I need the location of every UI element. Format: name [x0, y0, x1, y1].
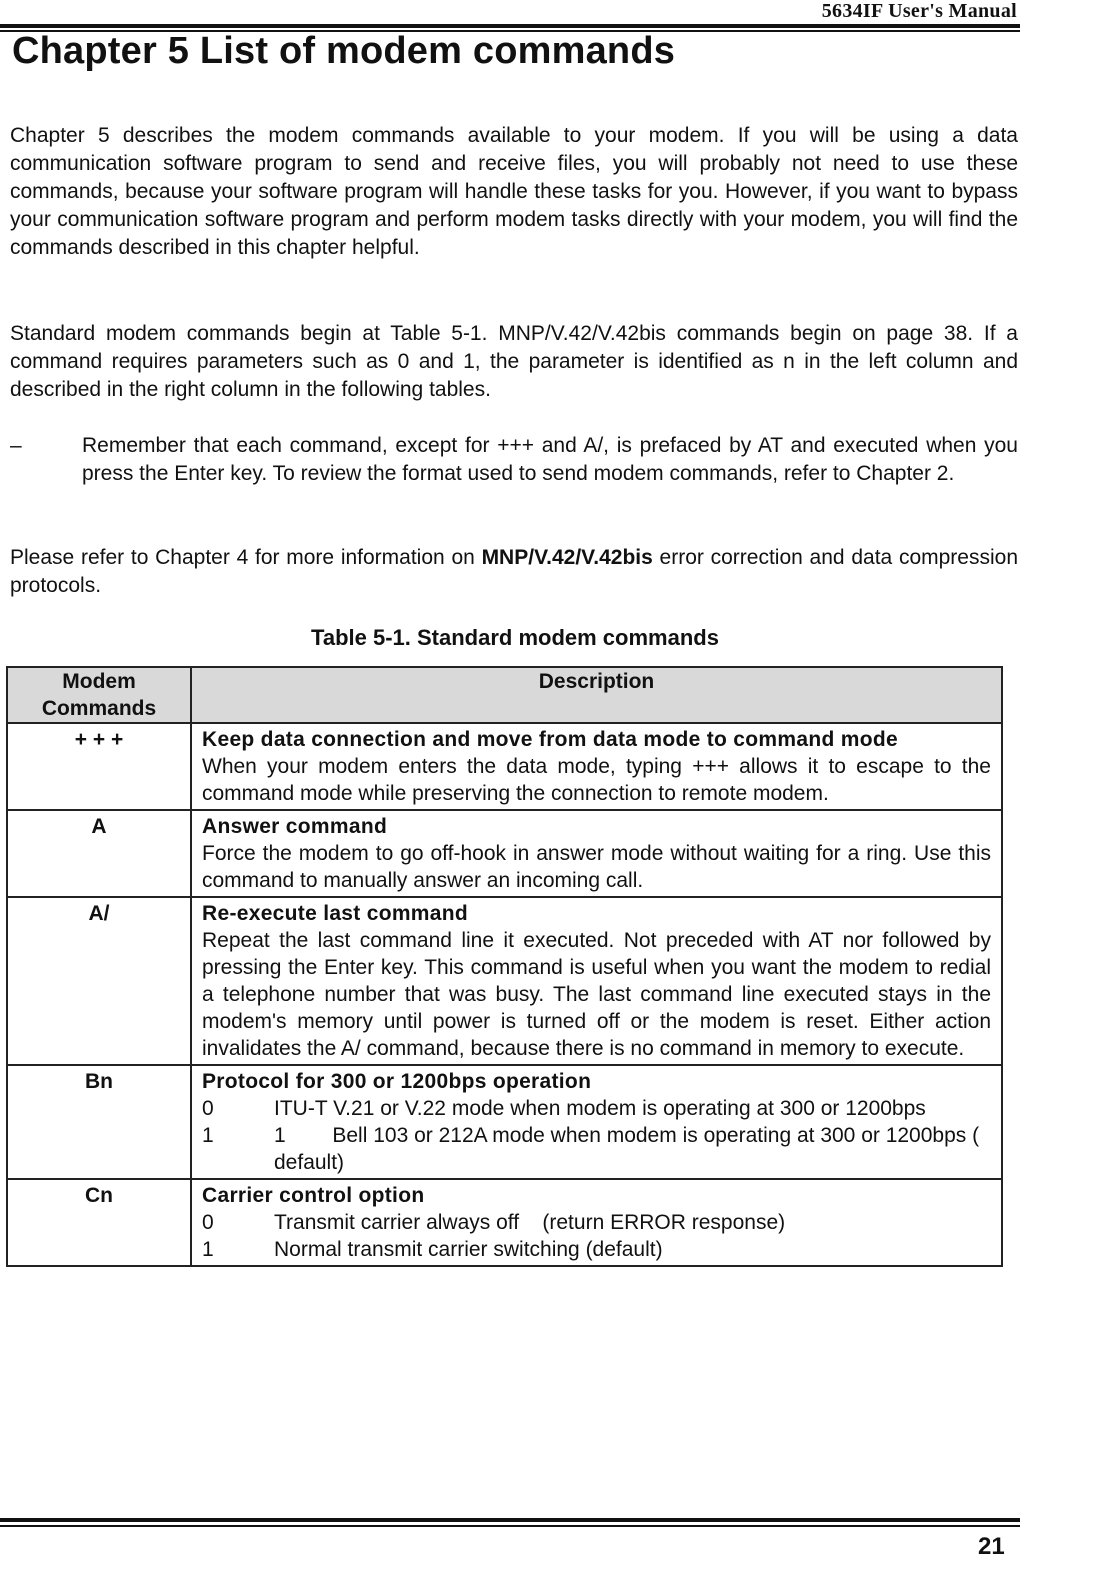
table-row — [7, 810, 1002, 897]
table-header-row — [7, 667, 1002, 723]
description-body: When your modem enters the data mode, typing +++ allows it to escape to the command mode while preserving the connection to remote modem. — [202, 755, 991, 805]
refer-text-after: error correction and data compression protocols. — [10, 546, 1018, 597]
description-cell — [191, 897, 1002, 1065]
parameter-option — [202, 1236, 991, 1263]
table-row — [7, 1065, 1002, 1179]
description-body: Repeat the last command line it executed. Not preceded with AT nor followed by pressing the Enter key. This command is useful when you want the modem to redial a telephone number that was busy. The last command line executed stays in the modem's memory until power is turned off or the modem is reset. Either action invalidates the A/ command, because there is no command in memory to execute. — [202, 929, 991, 1060]
parameter-value: 1 — [202, 1238, 214, 1261]
footer-rule — [0, 1518, 1020, 1522]
table-caption: Table 5-1. Standard modem commands — [311, 625, 719, 650]
description-title: Keep data connection and move from data mode to command mode — [202, 728, 898, 751]
command-cell: A — [7, 810, 191, 897]
parameter-option — [202, 1095, 991, 1122]
note-dash: – — [10, 434, 22, 457]
header-rule — [0, 24, 1020, 28]
description-title: Protocol for 300 or 1200bps operation — [202, 1070, 592, 1093]
manual-title: 5634IF User's Manual — [821, 0, 1017, 22]
description-title: Re-execute last command — [202, 902, 468, 925]
refer-paragraph — [10, 544, 1018, 600]
refer-protocols-bold: MNP/V.42/V.42bis — [481, 546, 653, 569]
parameter-text: ITU-T V.21 or V.22 mode when modem is operating at 300 or 1200bps — [274, 1097, 926, 1120]
chapter-title: Chapter 5 List of modem commands — [12, 30, 676, 72]
command-cell: A/ — [7, 897, 191, 1065]
description-body: Force the modem to go off-hook in answer mode without waiting for a ring. Use this command to manually answer an incoming call. — [202, 842, 991, 892]
column-header-command-line1: Modem — [62, 670, 136, 693]
parameter-text: 1 Bell 103 or 212A mode when modem is operating at 300 or 1200bps ( default) — [274, 1124, 985, 1174]
parameter-option — [202, 1209, 991, 1236]
description-title: Answer command — [202, 815, 388, 838]
table-row — [7, 723, 1002, 810]
parameter-value: 0 — [202, 1097, 214, 1120]
column-header-command — [7, 667, 191, 723]
column-header-description: Description — [191, 667, 1002, 723]
command-cell: Bn — [7, 1065, 191, 1179]
refer-text-before: Please refer to Chapter 4 for more information on — [10, 546, 482, 569]
parameter-text: Normal transmit carrier switching (default) — [274, 1238, 663, 1261]
parameter-value: 0 — [202, 1211, 214, 1234]
intro-paragraph: Chapter 5 describes the modem commands available to your modem. If you will be using a data communication software program to send and receive files, you will probably not need to use these commands, because your software program will handle these tasks for you. However, if you want to bypass your communication software program and perform modem tasks directly with your modem, you will find the commands described in this chapter helpful. — [10, 124, 1018, 259]
table-row — [7, 1179, 1002, 1266]
standard-commands-table — [6, 666, 1003, 1267]
note-text: Remember that each command, except for +++ and A/, is prefaced by AT and executed when you press the Enter key. To review the format used to send modem commands, refer to Chapter 2. — [82, 434, 1018, 485]
table-row — [7, 897, 1002, 1065]
description-title: Carrier control option — [202, 1184, 425, 1207]
command-cell: Cn — [7, 1179, 191, 1266]
description-cell — [191, 723, 1002, 810]
column-header-command-line2: Commands — [41, 697, 157, 720]
standard-commands-paragraph: Standard modem commands begin at Table 5-1. MNP/V.42/V.42bis commands begin on page 38. If a command requires parameters such as 0 and 1, the parameter is identified as n in the left column and described in the right column in the following tables. — [10, 322, 1018, 401]
footer-rule-thin — [0, 1525, 1020, 1527]
description-cell — [191, 1065, 1002, 1179]
parameter-text: Transmit carrier always off (return ERROR response) — [274, 1211, 786, 1234]
description-cell — [191, 810, 1002, 897]
note-item — [10, 432, 1018, 488]
page-number: 21 — [978, 1533, 1005, 1560]
command-cell: + + + — [7, 723, 191, 810]
description-cell — [191, 1179, 1002, 1266]
parameter-value: 1 — [202, 1124, 214, 1147]
parameter-option — [202, 1122, 991, 1176]
